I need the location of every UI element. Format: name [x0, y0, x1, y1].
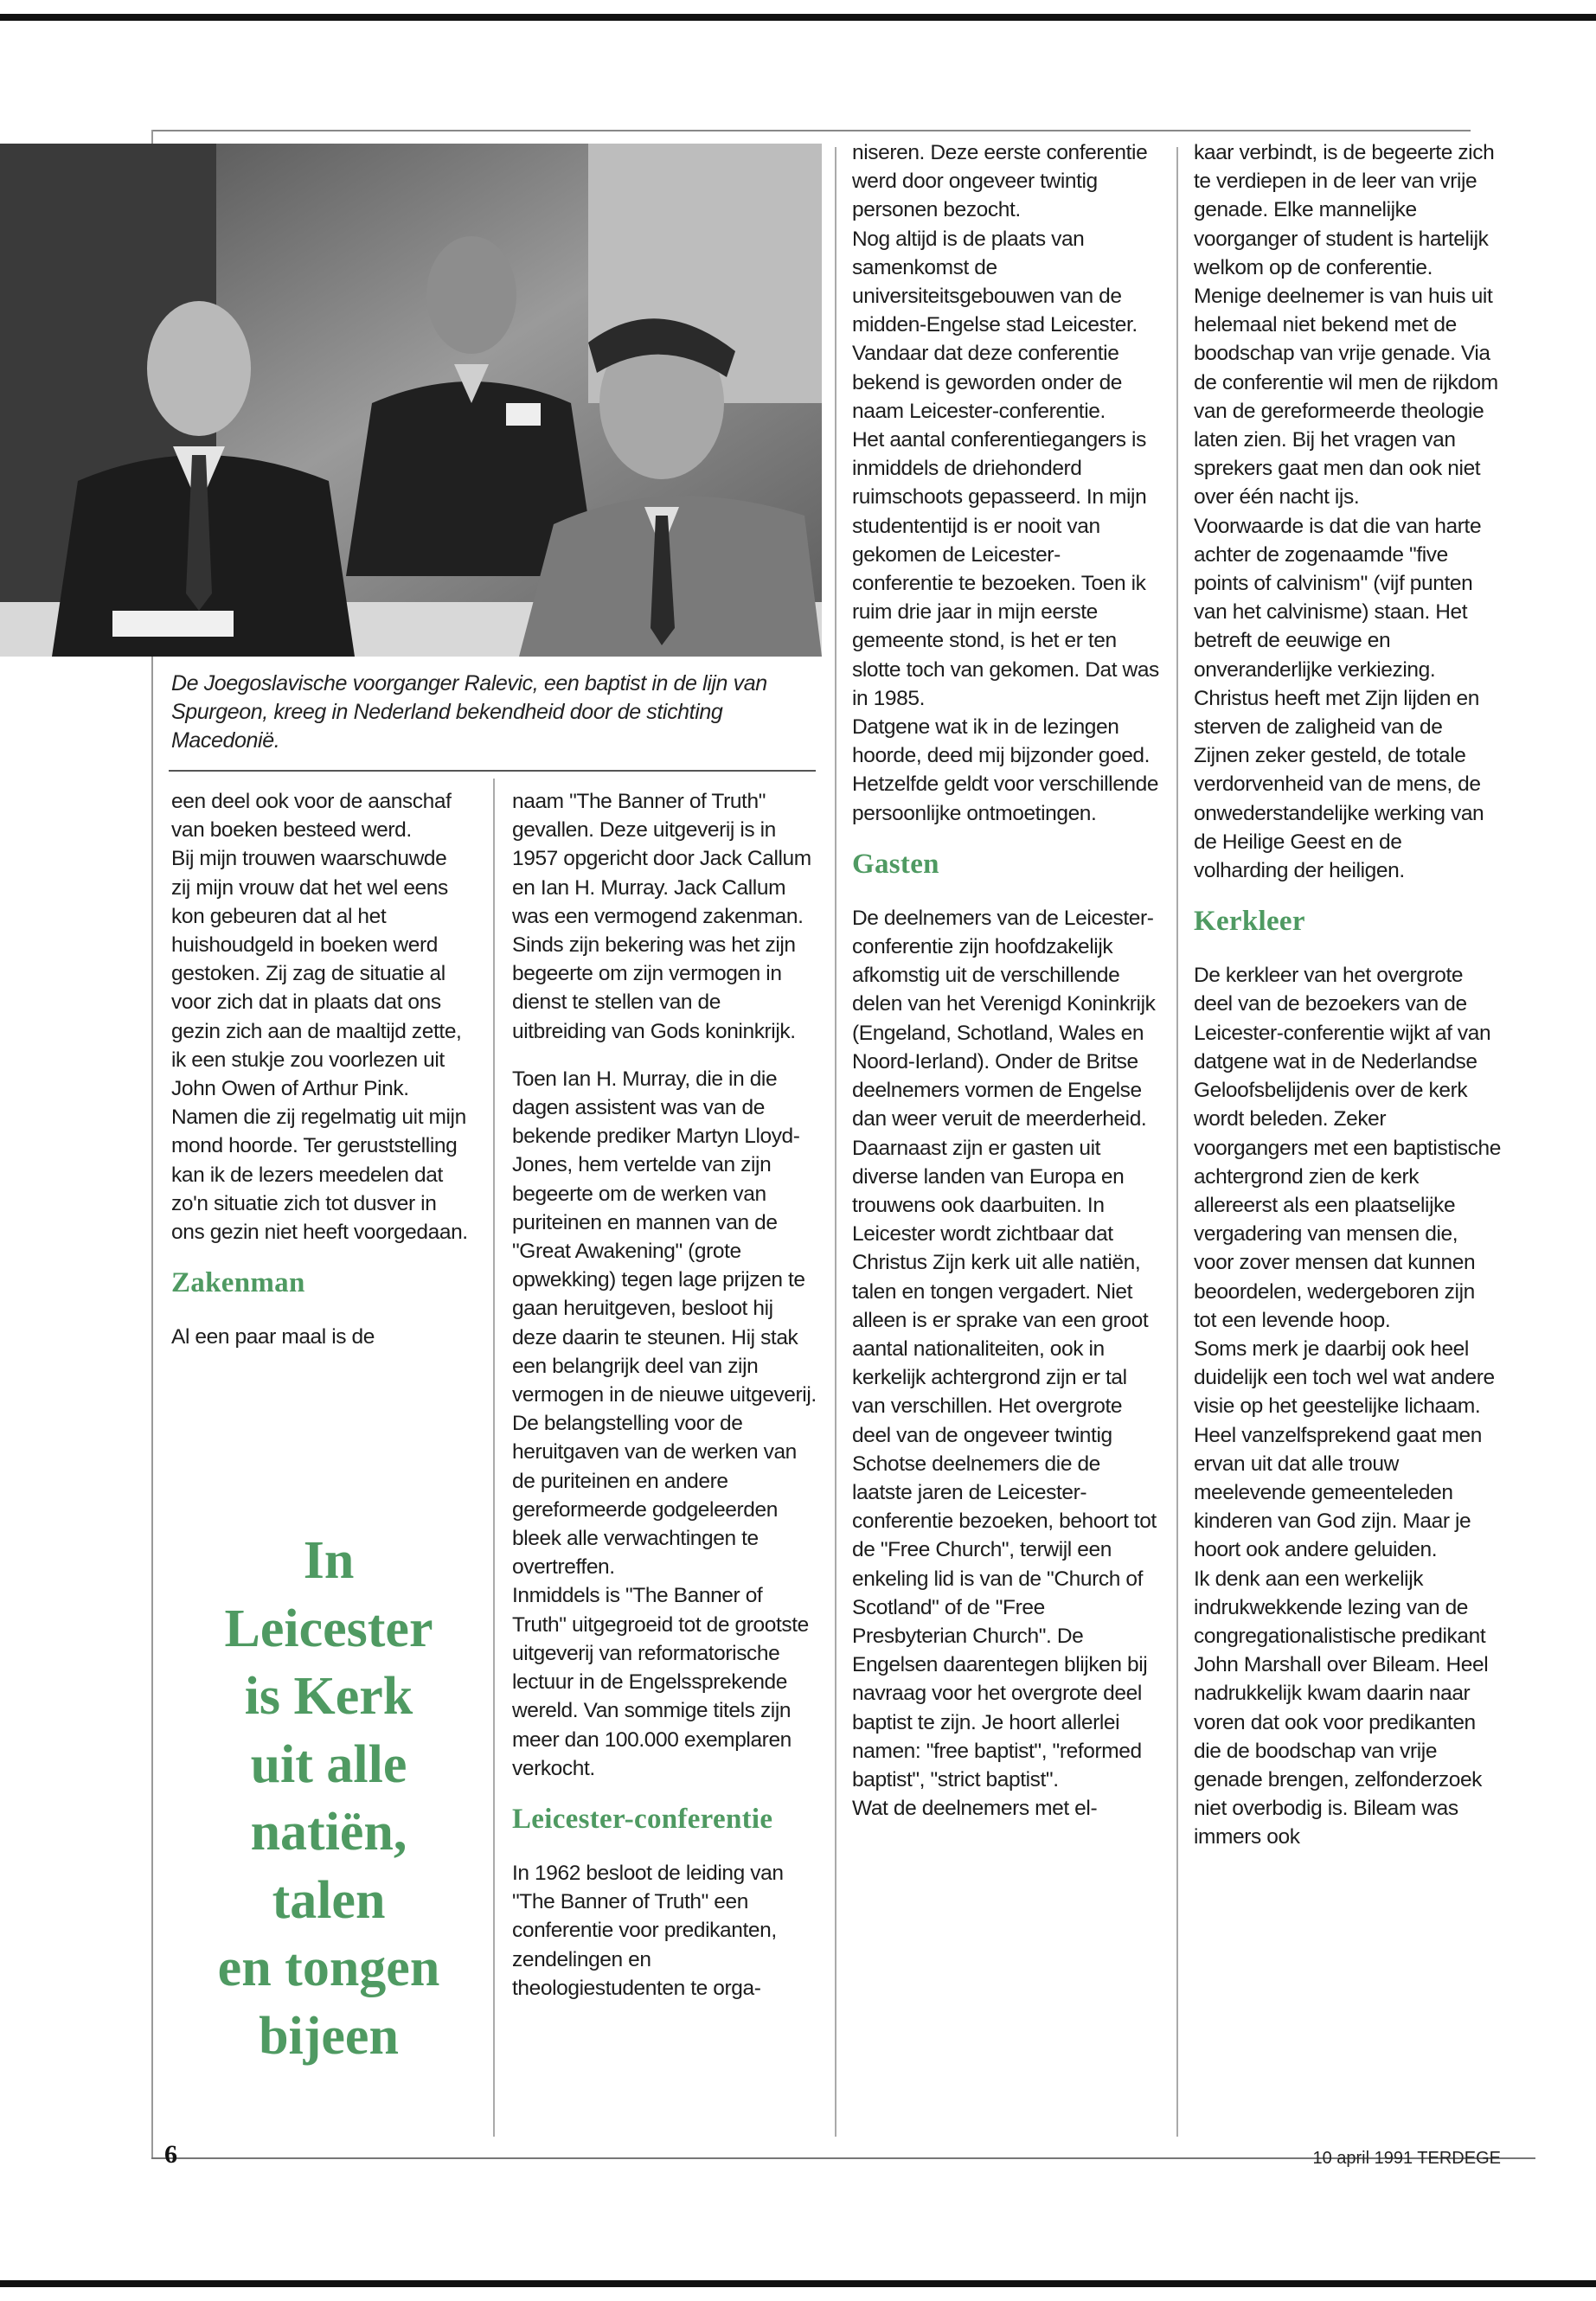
- section-heading-kerkleer: Kerkleer: [1194, 906, 1305, 938]
- paragraph: Soms merk je daarbij ook heel duidelijk een toch wel wat andere visie op het geestelijke lichaam. Heel vanzelfsprekend gaat men ervan uit dat alle trouw meelevende gemeenteleden kinderen van God zijn. Maar je hoort ook andere geluiden.: [1194, 1336, 1495, 1562]
- page-number: 6: [164, 2140, 177, 2169]
- photo-conference-speakers: [0, 144, 822, 657]
- column-4: [1194, 138, 1501, 1852]
- section-heading-zakenman: Zakenman: [171, 1267, 305, 1299]
- paragraph: De kerkleer van het overgrote deel van de bezoekers van de Leicester-conferentie wijkt af van datgene wat in de Nederlandse Geloofsbelijdenis over de kerk wordt beleden. Zeker voorgangers met een baptistische achtergrond zien de kerk allereerst als een plaatselijke vergadering van mensen die, voor zover mensen dat kunnen beoordelen, wedergeboren zijn tot een levende hoop.: [1194, 964, 1501, 1332]
- pull-quote-line: talen: [272, 1870, 386, 1930]
- paragraph: Wat de deelnemers met el-: [852, 1797, 1098, 1821]
- bottom-border: [0, 2280, 1596, 2287]
- paragraph: Daarnaast zijn er gasten uit diverse landen van Europa en trouwens ook daarbuiten. In Leicester wordt zichtbaar dat Christus Zijn kerk uit alle natiën, talen en tongen vergadert. Niet alleen is er sprake van een groot aantal nationaliteiten, ook in kerkelijk achtergrond zijn er tal van verschillen. Het overgrote deel van de ongeveer twintig Schotse deelnemers die de laatste jaren de Leicester-conferentie bezoeken, behoort tot de "Free Church", terwijl een enkeling lid is van de "Church of Scotland" of de "Free Presbyterian Church". De Engelsen daarentegen blijken bij navraag voor het overgrote deel baptist te zijn. Je hoort allerlei namen: "free baptist", "reformed baptist", "strict baptist".: [852, 1136, 1157, 1791]
- caption-rule: [169, 770, 816, 772]
- pull-quote-line: bijeen: [259, 2006, 399, 2066]
- photo-illustration: [0, 144, 822, 657]
- paragraph: Al een paar maal is de: [171, 1325, 375, 1349]
- top-border: [0, 14, 1596, 21]
- paragraph: Christus heeft met Zijn lijden en sterven de zaligheid van de Zijnen zeker gesteld, de totale verdorvenheid van de mens, de onwederstandelijke werking van de Heilige Geest en de volharding der heiligen.: [1194, 686, 1484, 883]
- paragraph: Toen Ian H. Murray, die in die dagen assistent was van de bekende prediker Martyn Lloyd-Jones, hem vertelde van zijn begeerte om de werken van puriteinen en mannen van de "Great Awakening" (grote opwekking) tegen lage prijzen te gaan heruitgeven, besloot hij deze daarin te steunen. Hij stak een belangrijk deel van zijn vermogen in de nieuwe uitgeverij.: [512, 1067, 817, 1407]
- issue-date-publication: 10 april 1991 TERDEGE: [1312, 2149, 1501, 2168]
- pull-quote-line: In: [303, 1531, 355, 1590]
- paragraph: De belangstelling voor de heruitgaven van de werken van de puriteinen en andere gereformeerde godgeleerden bleek alle verwachtingen te overtreffen.: [512, 1412, 797, 1580]
- pull-quote-line: natiën,: [250, 1803, 407, 1862]
- photo-caption: De Joegoslavische voorganger Ralevic, een baptist in de lijn van Spurgeon, kreeg in Nederland bekendheid door de stichting Macedonië.: [171, 671, 767, 753]
- paragraph: Datgene wat ik in de lezingen hoorde, deed mij bijzonder goed. Hetzelfde geldt voor verschillende persoonlijke ontmoetingen.: [852, 715, 1159, 825]
- paragraph: In 1962 besloot de leiding van "The Banner of Truth" een conferentie voor predikanten, zendelingen en theologiestudenten te orga-: [512, 1861, 784, 2000]
- paragraph: Voorwaarde is dat die van harte achter de zogenaamde "five points of calvinism" (vijf punten van het calvinisme) staan. Het betreft de eeuwige en onveranderlijke verkiezing.: [1194, 514, 1482, 682]
- header-rule: [151, 130, 1471, 131]
- pull-quote-line: is Kerk: [244, 1667, 413, 1726]
- column-rule-2: [835, 147, 836, 2137]
- paragraph: naam "The Banner of Truth" gevallen. Deze uitgeverij is in 1957 opgericht door Jack Callum en Ian H. Murray. Jack Callum was een vermogend zakenman. Sinds zijn bekering was het zijn begeerte om zijn vermogen in dienst te stellen van de uitbreiding van Gods koninkrijk.: [512, 790, 811, 1043]
- section-heading-leicester-conferentie: Leicester-conferentie: [512, 1803, 773, 1835]
- pull-quote-line: Leicester: [224, 1599, 433, 1658]
- paragraph: Ik denk aan een werkelijk indrukwekkende lezing van de congregationalistische predikant John Marshall over Bileam. Heel nadrukkelijk kwam daarin naar voren dat ook voor predikanten die de boodschap van vrije genade brengen, zelfonderzoek niet overbodig is. Bileam was immers ook: [1194, 1567, 1489, 1849]
- pull-quote-line: uit alle: [250, 1734, 407, 1794]
- pull-quote: [147, 1527, 510, 2070]
- column-1: [171, 787, 470, 1351]
- column-rule-3: [1176, 147, 1178, 2137]
- paragraph: kaar verbindt, is de begeerte zich te verdiepen in de leer van vrije genade. Elke mannelijke voorganger of student is hartelijk welkom op de conferentie. Menige deelnemer is van huis uit helemaal niet bekend met de boodschap van vrije genade. Via de conferentie wil men de rijkdom van de gereformeerde theologie laten zien. Bij het vragen van sprekers gaat men dan ook niet over één nacht ijs.: [1194, 141, 1498, 510]
- paragraph: een deel ook voor de aanschaf van boeken besteed werd.: [171, 790, 452, 843]
- column-3: [852, 138, 1159, 1823]
- paragraph: Het aantal conferentiegangers is inmiddels de driehonderd ruimschoots gepasseerd. In mijn studententijd is er nooit van gekomen de Leicester-conferentie te bezoeken. Toen ik ruim drie jaar in mijn eerste gemeente stond, is het er ten slotte toch van gekomen. Dat was in 1985.: [852, 428, 1159, 710]
- paragraph: Bij mijn trouwen waarschuwde zij mijn vrouw dat het wel eens kon gebeuren dat al het huishoudgeld in boeken werd gestoken. Zij zag de situatie al voor zich dat in plaats dat ons gezin zich aan de maaltijd zette, ik een stukje zou voorlezen uit John Owen of Arthur Pink. Namen die zij regelmatig uit mijn mond hoorde. Ter geruststelling kan ik de lezers meedelen dat zo'n situatie zich tot dusver in ons gezin niet heeft voorgedaan.: [171, 847, 468, 1245]
- paragraph: Inmiddels is "The Banner of Truth" uitgegroeid tot de grootste uitgeverij van reformatorische lectuur in de Engelssprekende wereld. Van sommige titels zijn meer dan 100.000 exemplaren verkocht.: [512, 1584, 809, 1780]
- pull-quote-line: en tongen: [217, 1939, 440, 1997]
- paragraph: De deelnemers van de Leicester-conferentie zijn hoofdzakelijk afkomstig uit de verschillende delen van het Verenigd Koninkrijk (Engeland, Schotland, Wales en Noord-Ierland). Onder de Britse deelnemers vormen de Engelse dan weer veruit de meerderheid.: [852, 906, 1156, 1131]
- section-heading-gasten: Gasten: [852, 848, 939, 880]
- column-2: [512, 787, 817, 2003]
- paragraph: Nog altijd is de plaats van samenkomst de universiteitsgebouwen van de midden-Engelse stad Leicester. Vandaar dat deze conferentie bekend is geworden onder de naam Leicester-conferentie.: [852, 227, 1138, 423]
- paragraph: niseren. Deze eerste conferentie werd door ongeveer twintig personen bezocht.: [852, 141, 1148, 222]
